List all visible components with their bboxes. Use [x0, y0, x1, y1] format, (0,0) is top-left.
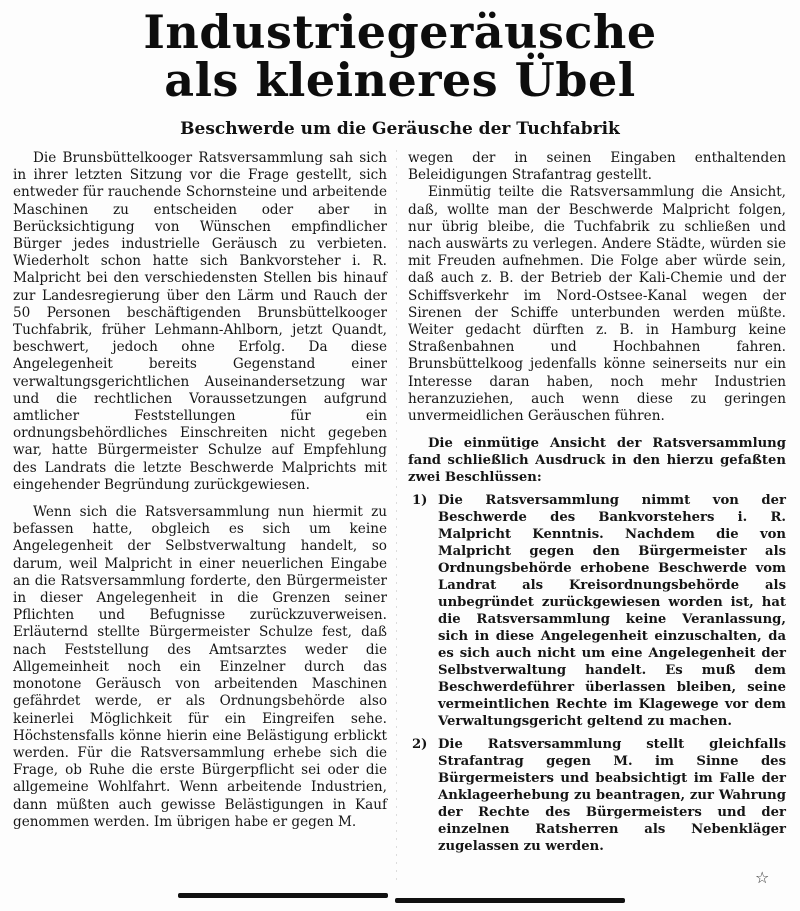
- resolution-text: Die Ratsversammlung nimmt von der Beschwerde des Bankvorstehers i. R. Malpricht Kenntnis. Nachdem die von Malpricht gegen den Bürgermeister als Ordnungsbehörde erhobene Beschwerde vom Landrat als Kreisordnungsbehörde als unbegründet zurückgewiesen worden ist, hat die Ratsversammlung keine Veranlassung, sich in diese Angelegenheit einzuschalten, da es sich auch nicht um eine Angelegenheit der Selbstverwaltung handelt. Es muß dem Beschwerdeführer überlassen bleiben, seine vermeintlichen Rechte im Klagewege vor dem Verwaltungsgericht geltend zu machen.: [438, 493, 786, 730]
- article-headline: [0, 5, 800, 107]
- paragraph: Einmütig teilte die Ratsversammlung die Ansicht, daß, wollte man der Beschwerde Malpricht folgen, nur übrig bleibe, die Tuchfabrik zu schließen und nach auswärts zu verlegen. Andere Städte, würden sie mit Freuden aufnehmen. Die Folge aber würde sein, daß auch z. B. der Betrieb der Kali-Chemie und der Schiffsverkehr im Nord-Ostsee-Kanal wegen der Sirenen der Schiffe unterbunden werden müßte. Weiter gedacht dürften z. B. in Hamburg keine Straßenbahnen und Hochbahnen fahren. Brunsbüttelkoog jedenfalls könne seinerseits nur ein Interesse daran haben, noch mehr Industrien heranzuziehen, auch wenn diese zu geringen unvermeidlichen Geräuschen führen.: [408, 184, 786, 425]
- headline-line-2: als kleineres Übel: [164, 53, 636, 107]
- paragraph: Wenn sich die Ratsversammlung nun hiermit zu befassen hatte, obgleich es sich um keine Angelegenheit der Selbstverwaltung handelt, so darum, weil Malpricht in einer neuerlichen Eingabe an die Ratsversammlung forderte, den Bürgermeister in dieser Angelegenheit in die Grenzen seiner Pflichten und Befugnisse zurückzuverweisen. Erläuternd stellte Bürgermeister Schulze fest, daß nach Feststellung des Amtsarztes weder die Allgemeinheit noch ein Einzelner durch das monotone Geräusch von arbeitenden Maschinen gefährdet werde, er als Ordnungsbehörde also keinerlei Möglichkeit für ein Eingreifen sehe. Höchstensfalls könne hierin eine Belästigung erblickt werden. Für die Ratsversammlung erhebe sich die Frage, ob Ruhe die erste Bürgerpflicht sei oder die allgemeine Wohlfahrt. Wenn arbeitende Industrien, dann müßten auch gewisse Belästigungen in Kauf genommen werden. Im übrigen habe er gegen M.: [13, 504, 387, 830]
- resolution-number: 2): [412, 737, 428, 753]
- resolutions-intro: Die einmütige Ansicht der Ratsversammlung fand schließlich Ausdruck in den hierzu gefaßten zwei Beschlüssen:: [408, 436, 786, 486]
- right-column: [408, 150, 786, 855]
- paragraph: Die Brunsbüttelkooger Ratsversammlung sah sich in ihrer letzten Sitzung vor die Frage gestellt, sich entweder für rauchende Schornsteine und arbeitende Maschinen zu entscheiden oder aber in Berücksichtigung von Wünschen empfindlicher Bürger jedes industrielle Geräusch zu verbieten. Wiederholt schon hatte sich Bankvorsteher i. R. Malpricht bei den verschiedensten Stellen bis hinauf zur Landesregierung über den Lärm und Rauch der 50 Personen beschäftigenden Brunsbüttelkooger Tuchfabrik, früher Lehmann-Ahlborn, jetzt Quandt, beschwert, jedoch ohne Erfolg. Da diese Angelegenheit bereits Gegenstand einer verwaltungsgerichtlichen Auseinandersetzung war und die rechtlichen Voraussetzungen aufgrund amtlicher Feststellungen für ein ordnungsbehördliches Einschreiten nicht gegeben war, hatte Bürgermeister Schulze auf Empfehlung des Landrats die letzte Beschwerde Malprichts mit eingehender Begründung zurückgewiesen.: [13, 150, 387, 493]
- resolution-text: Die Ratsversammlung stellt gleichfalls Strafantrag gegen M. im Sinne des Bürgermeisters und beabsichtigt im Falle der Anklageerhebung zu beantragen, zur Wahrung der Rechte des Bürgermeisters und der einzelnen Ratsherren als Nebenkläger zugelassen zu werden.: [438, 737, 786, 855]
- star-icon: ☆: [755, 868, 770, 887]
- paragraph-continuation: wegen der in seinen Eingaben enthaltenden Beleidigungen Strafantrag gestellt.: [408, 150, 786, 184]
- left-column: [13, 150, 387, 831]
- section-rule: [395, 898, 625, 903]
- resolution-item: [408, 736, 786, 855]
- resolution-item: [408, 492, 786, 730]
- article-subheadline: Beschwerde um die Geräusche der Tuchfabrik: [180, 119, 620, 139]
- headline-line-1: Industriegeräusche: [143, 5, 657, 59]
- section-rule: [178, 893, 388, 898]
- resolution-number: 1): [412, 493, 428, 509]
- column-divider: [396, 150, 397, 885]
